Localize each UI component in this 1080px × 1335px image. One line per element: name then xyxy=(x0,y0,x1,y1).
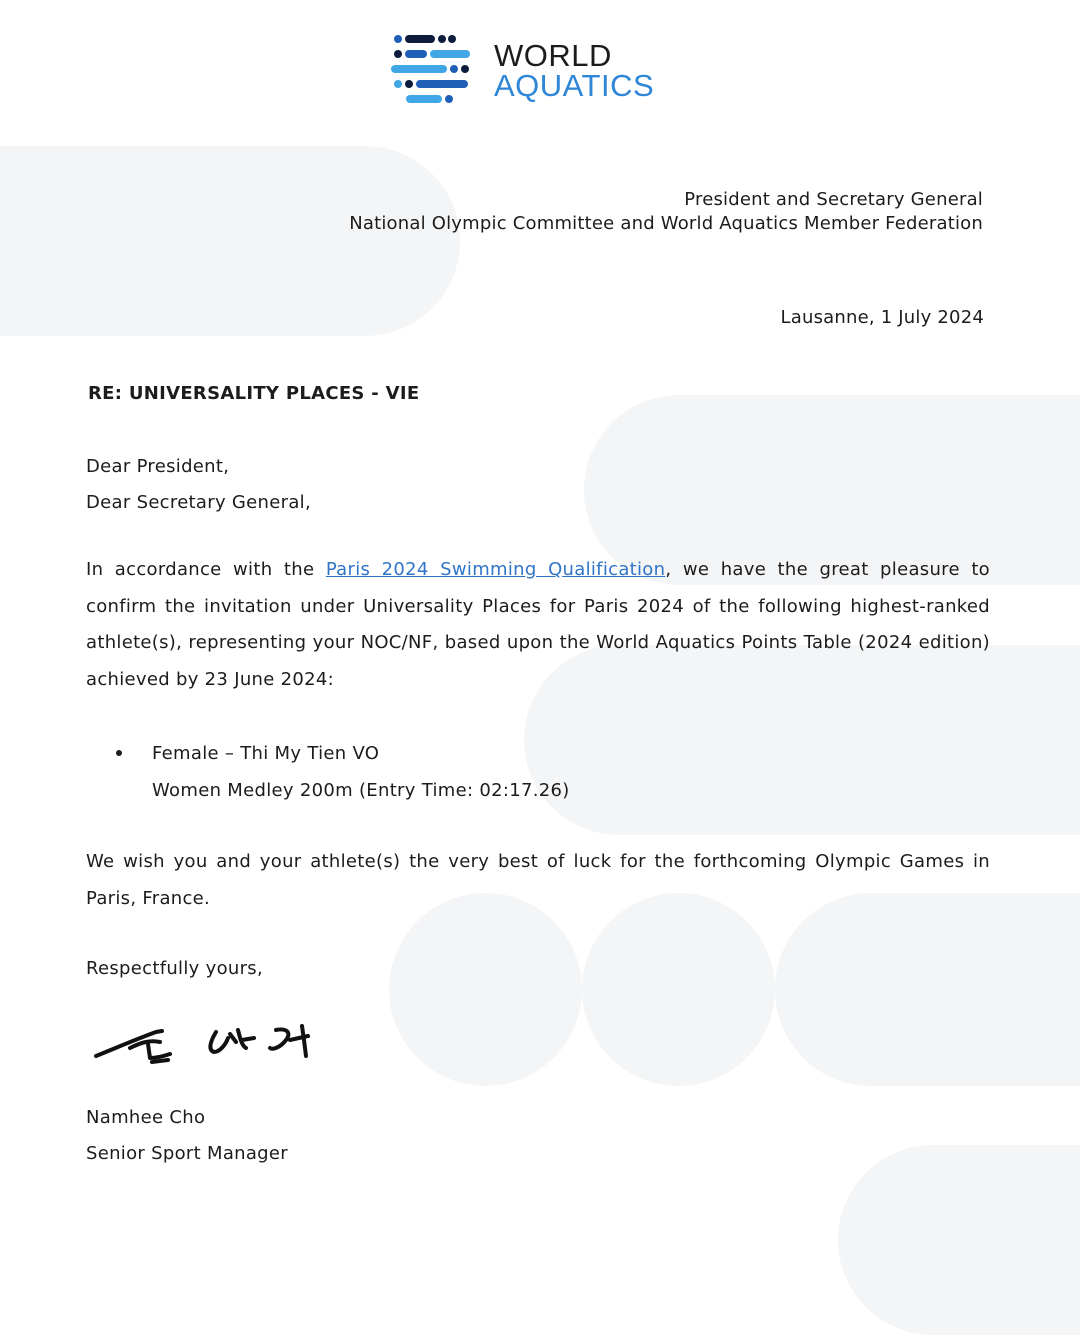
salutation-line-2: Dear Secretary General, xyxy=(86,492,311,513)
closing: Respectfully yours, xyxy=(86,958,263,979)
bullet-icon xyxy=(116,750,122,756)
salutation xyxy=(86,449,311,521)
para1-text-before: In accordance with the xyxy=(86,559,326,580)
signer-block xyxy=(86,1100,288,1172)
qualification-link[interactable]: Paris 2024 Swimming Qualification xyxy=(325,559,666,580)
body-paragraph-1 xyxy=(86,552,990,698)
letter-subject: RE: UNIVERSALITY PLACES - VIE xyxy=(88,383,420,404)
athlete-details xyxy=(152,735,570,809)
world-aquatics-logo xyxy=(388,32,688,112)
athlete-name: Female – Thi My Tien VO xyxy=(152,743,380,764)
para1-text-after: , we have the great pleasure to confirm the invitation under Universality Places for Paris 2024 of the following highest-ranked athlete(s), representing your NOC/NF, based upon the World Aquatics Points Table (2024 edition) achieved by 23 June 2024: xyxy=(86,559,990,690)
salutation-line-1: Dear President, xyxy=(86,456,230,477)
athlete-event: Women Medley 200m (Entry Time: 02:17.26) xyxy=(152,780,570,801)
recipient-block xyxy=(349,188,983,236)
logo-text-world: WORLD xyxy=(494,38,612,73)
logo-text-aquatics: AQUATICS xyxy=(494,68,655,103)
recipient-line-2: National Olympic Committee and World Aquatics Member Federation xyxy=(349,213,983,234)
signature-image xyxy=(90,1018,330,1068)
body-paragraph-2: We wish you and your athlete(s) the very best of luck for the forthcoming Olympic Games in Paris, France. xyxy=(86,851,990,909)
world-aquatics-logo-icon xyxy=(388,32,478,112)
signer-title: Senior Sport Manager xyxy=(86,1143,288,1164)
signer-name: Namhee Cho xyxy=(86,1107,206,1128)
recipient-line-1: President and Secretary General xyxy=(684,189,983,210)
letter-date: Lausanne, 1 July 2024 xyxy=(780,307,984,328)
